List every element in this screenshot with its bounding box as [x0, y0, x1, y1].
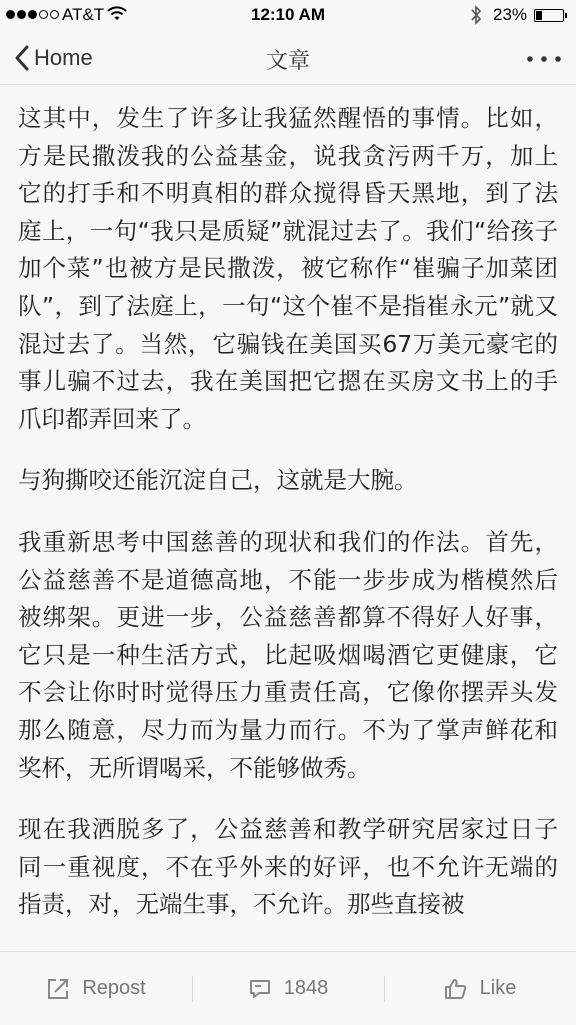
repost-label: Repost [82, 977, 146, 999]
bluetooth-icon [470, 5, 482, 30]
page-title: 文章 [265, 49, 310, 74]
article-paragraph: 我重新思考中国慈善的现状和我们的作法。首先，公益慈善不是道德高地，不能一步步成为楷模然后被绑架。更进一步，公益慈善都算不得好人好事，它只是一种生活方式，比起吸烟喝酒它更健康，它不会让你时时觉得压力重责任高，它像你摆弄头发那么随意，尽力而为量力而行。不为了掌声鲜花和奖杯，无所谓喝采，不能够做秀。 [18, 527, 558, 782]
more-options-button[interactable] [524, 44, 564, 74]
clock: 12:10 AM [250, 5, 325, 24]
ellipsis-icon [524, 44, 564, 74]
battery-level-fill [536, 11, 542, 20]
repost-button[interactable] [0, 952, 192, 1025]
like-button[interactable] [384, 952, 576, 1025]
carrier-name: AT&T [62, 5, 105, 24]
speech-bubble-icon [248, 977, 272, 1001]
share-arrow-icon [46, 977, 70, 1001]
battery-percent: 23% [493, 5, 528, 24]
navigation-bar [0, 34, 576, 85]
article-paragraph: 与狗撕咬还能沉淀自己，这就是大腕。 [18, 466, 418, 495]
bottom-action-bar [0, 951, 576, 1025]
like-label: Like [479, 977, 517, 999]
battery-icon [534, 9, 564, 22]
battery-tip [565, 13, 567, 18]
article-paragraph: 这其中，发生了许多让我猛然醒悟的事情。比如，方是民撒泼我的公益基金，说我贪污两千万，加上它的打手和不明真相的群众搅得昏天黑地，到了法庭上，一句“我只是质疑”就混过去了。我们“给孩子加个菜”也被方是民撒泼，被它称作“崔骗子加菜团队”，到了法庭上，一句“这个崔不是指崔永元”就又混过去了。当然，它骗钱在美国买67万美元豪宅的事儿骗不过去，我在美国把它摁在买房文书上的手爪印都弄回来了。 [18, 104, 558, 433]
comment-count: 1848 [283, 977, 329, 999]
article-paragraph: 现在我洒脱多了，公益慈善和教学研究居家过日子同一重视度，不在乎外来的好评，也不允许无端的指责，对，无端生事，不允许。那些直接被 [18, 815, 558, 919]
status-bar [0, 0, 576, 34]
comment-button[interactable] [192, 952, 384, 1025]
article-body [18, 100, 558, 950]
back-label: Home [34, 45, 93, 70]
thumbs-up-icon [444, 977, 468, 1001]
